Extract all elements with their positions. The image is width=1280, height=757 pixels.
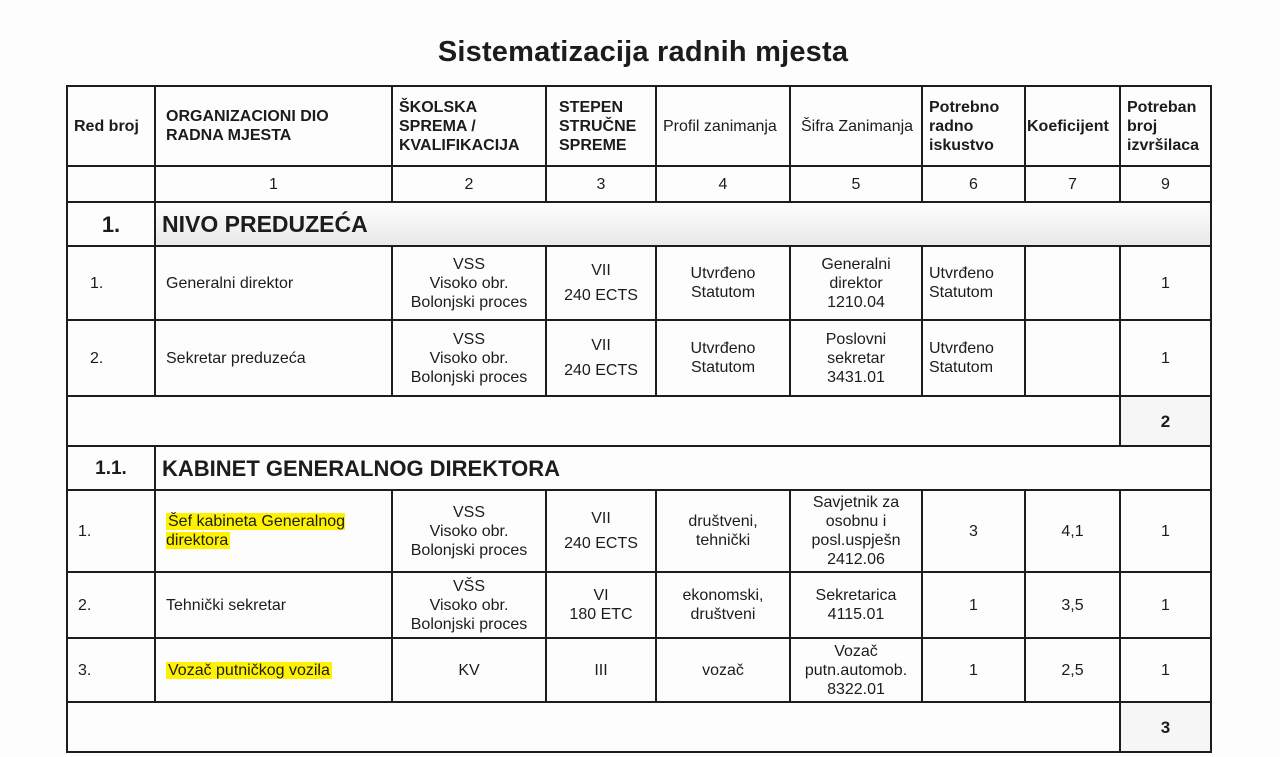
position-cell [155, 638, 392, 702]
staffing-table [66, 85, 1212, 753]
coefficient-cell [1025, 246, 1120, 320]
degree-cell: VII 240 ECTS [546, 320, 656, 396]
header-cell: Red broj [67, 86, 155, 166]
profile-cell: Utvrđeno Statutom [656, 320, 790, 396]
row-number: 3. [67, 638, 155, 702]
column-number: 5 [790, 166, 922, 202]
code-cell: Poslovni sekretar 3431.01 [790, 320, 922, 396]
experience-cell: 3 [922, 490, 1025, 572]
table-row [67, 572, 1211, 638]
degree-cell: VI 180 ETC [546, 572, 656, 638]
header-cell: STEPEN STRUČNE SPREME [546, 86, 656, 166]
row-number: 1. [67, 246, 155, 320]
column-number: 3 [546, 166, 656, 202]
header-cell: ŠKOLSKA SPREMA / KVALIFIKACIJA [392, 86, 546, 166]
section-total: 2 [1120, 396, 1211, 446]
code-cell: Vozač putn.automob. 8322.01 [790, 638, 922, 702]
profile-cell: Utvrđeno Statutom [656, 246, 790, 320]
row-number: 2. [67, 320, 155, 396]
column-number: 9 [1120, 166, 1211, 202]
table-row [67, 246, 1211, 320]
profile-cell: društveni, tehnički [656, 490, 790, 572]
header-cell: Potreban broj izvršilaca [1120, 86, 1211, 166]
header-row [67, 86, 1211, 166]
school-cell: VŠS Visoko obr. Bolonjski proces [392, 572, 546, 638]
coefficient-cell: 4,1 [1025, 490, 1120, 572]
degree-cell: VII 240 ECTS [546, 246, 656, 320]
position-cell: Tehnički sekretar [155, 572, 392, 638]
row-number: 1. [67, 490, 155, 572]
section-header [67, 446, 1211, 490]
experience-cell: Utvrđeno Statutom [922, 320, 1025, 396]
position-cell [155, 490, 392, 572]
coefficient-cell [1025, 320, 1120, 396]
header-cell: Koeficijent [1025, 86, 1120, 166]
count-cell: 1 [1120, 320, 1211, 396]
section-number: 1.1. [67, 446, 155, 490]
column-number: 2 [392, 166, 546, 202]
school-cell: VSS Visoko obr. Bolonjski proces [392, 246, 546, 320]
profile-cell: ekonomski, društveni [656, 572, 790, 638]
count-cell: 1 [1120, 246, 1211, 320]
experience-cell: 1 [922, 638, 1025, 702]
column-number: 6 [922, 166, 1025, 202]
degree-cell: III [546, 638, 656, 702]
highlighted-position: Šef kabineta Generalnog direktora [166, 513, 346, 549]
column-number [67, 166, 155, 202]
column-number: 7 [1025, 166, 1120, 202]
code-cell: Savjetnik za osobnu i posl.uspješn 2412.06 [790, 490, 922, 572]
section-header [67, 202, 1211, 246]
column-number: 4 [656, 166, 790, 202]
table-row [67, 638, 1211, 702]
table-row [67, 320, 1211, 396]
experience-cell: Utvrđeno Statutom [922, 246, 1025, 320]
coefficient-cell: 3,5 [1025, 572, 1120, 638]
school-cell: VSS Visoko obr. Bolonjski proces [392, 320, 546, 396]
count-cell: 1 [1120, 490, 1211, 572]
header-cell: Profil zanimanja [656, 86, 790, 166]
section-total: 3 [1120, 702, 1211, 752]
section-name: NIVO PREDUZEĆA [155, 202, 1211, 246]
count-cell: 1 [1120, 638, 1211, 702]
school-cell: VSS Visoko obr. Bolonjski proces [392, 490, 546, 572]
total-spacer [67, 396, 1120, 446]
total-spacer [67, 702, 1120, 752]
count-cell: 1 [1120, 572, 1211, 638]
profile-cell: vozač [656, 638, 790, 702]
school-cell: KV [392, 638, 546, 702]
degree-cell: VII 240 ECTS [546, 490, 656, 572]
experience-cell: 1 [922, 572, 1025, 638]
header-cell: Potrebno radno iskustvo [922, 86, 1025, 166]
section-number: 1. [67, 202, 155, 246]
column-number-row [67, 166, 1211, 202]
header-cell: ORGANIZACIONI DIO RADNA MJESTA [155, 86, 392, 166]
column-number: 1 [155, 166, 392, 202]
page-title: Sistematizacija radnih mjesta [437, 36, 849, 68]
section-total-row [67, 702, 1211, 752]
section-total-row [67, 396, 1211, 446]
table-row [67, 490, 1211, 572]
code-cell: Sekretarica 4115.01 [790, 572, 922, 638]
position-cell: Generalni direktor [155, 246, 392, 320]
highlighted-position: Vozač putničkog vozila [168, 661, 330, 679]
code-cell: Generalni direktor 1210.04 [790, 246, 922, 320]
section-name: KABINET GENERALNOG DIREKTORA [155, 446, 1211, 490]
coefficient-cell: 2,5 [1025, 638, 1120, 702]
row-number: 2. [67, 572, 155, 638]
position-cell: Sekretar preduzeća [155, 320, 392, 396]
header-cell: Šifra Zanimanja [790, 86, 922, 166]
